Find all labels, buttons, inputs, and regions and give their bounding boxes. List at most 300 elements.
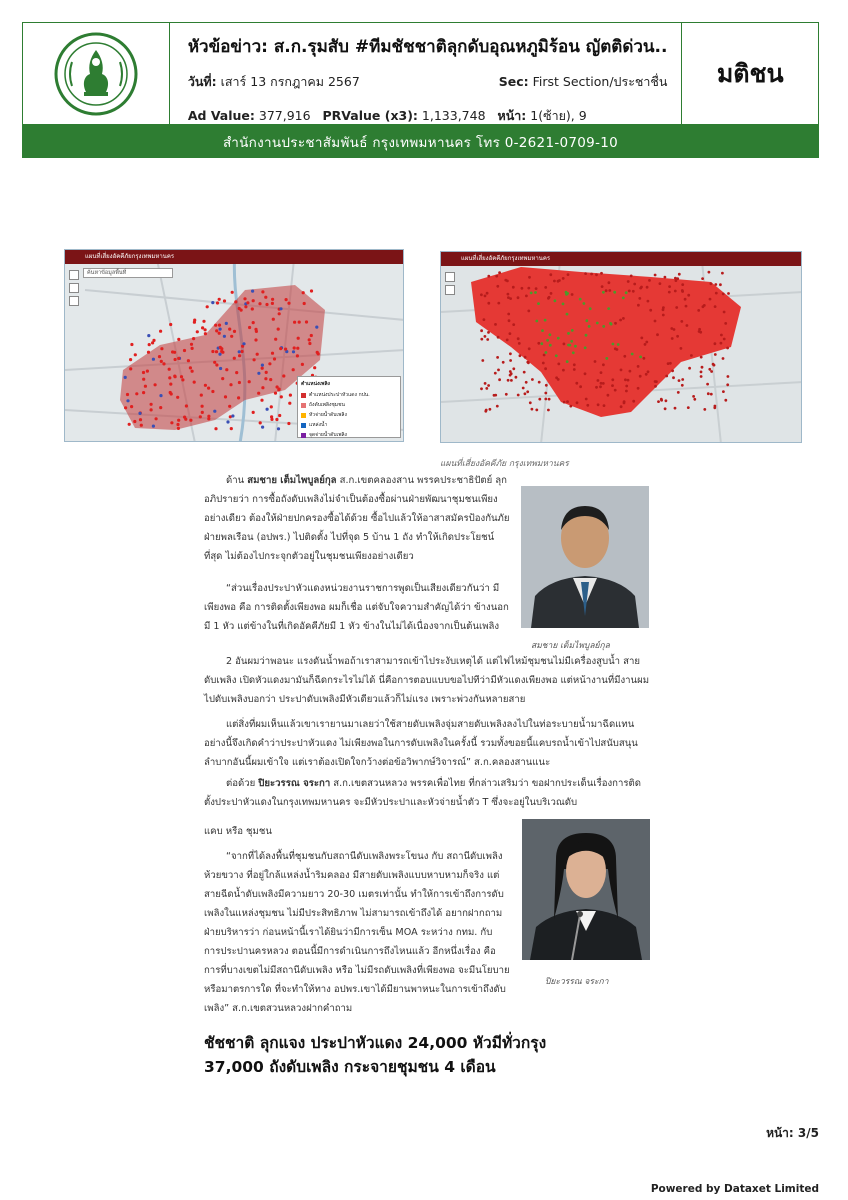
fire-point — [680, 347, 683, 350]
map-right-title: แผนที่เสี่ยงอัคคีภัยกรุงเทพมหานคร — [441, 252, 801, 266]
fire-point — [487, 302, 490, 305]
fire-point — [285, 298, 288, 301]
fire-point — [496, 285, 499, 288]
fire-point — [727, 375, 730, 378]
fire-point — [223, 299, 226, 302]
fire-point — [253, 358, 256, 361]
fire-point — [540, 342, 543, 345]
fire-point — [252, 321, 255, 324]
fire-point — [519, 354, 522, 357]
fire-point — [524, 356, 527, 359]
fire-point — [180, 375, 183, 378]
risk-map-left — [64, 249, 404, 442]
fire-point — [150, 403, 153, 406]
photo1-caption: สมชาย เต็มไพบูลย์กุล — [531, 641, 610, 651]
fire-point — [611, 384, 614, 387]
fire-point — [219, 367, 222, 370]
fire-point — [155, 417, 158, 420]
fire-point — [498, 271, 501, 274]
fire-point — [517, 296, 520, 299]
fire-point — [660, 398, 663, 401]
fire-point — [211, 390, 214, 393]
fire-point — [480, 338, 483, 341]
fire-point — [714, 342, 717, 345]
fire-point — [497, 336, 500, 339]
fire-point — [538, 398, 541, 401]
fire-point — [256, 353, 259, 356]
fire-point — [509, 359, 512, 362]
fire-point — [722, 357, 725, 360]
fire-point — [497, 369, 500, 372]
fire-point — [275, 418, 278, 421]
fire-point — [632, 400, 635, 403]
fire-point — [507, 296, 510, 299]
fire-point — [567, 273, 570, 276]
fire-point — [280, 395, 283, 398]
fire-point — [308, 342, 311, 345]
fire-point — [261, 290, 264, 293]
fire-point — [647, 370, 650, 373]
fire-point — [296, 347, 299, 350]
fire-point — [240, 309, 243, 312]
fire-point — [537, 342, 540, 345]
fire-point — [614, 322, 617, 325]
fire-point — [237, 396, 240, 399]
fire-point — [535, 320, 538, 323]
fire-point — [602, 363, 605, 366]
fire-point — [483, 318, 486, 321]
fire-point — [714, 283, 717, 286]
fire-point — [622, 317, 625, 320]
fire-point — [595, 273, 598, 276]
fire-point — [228, 405, 231, 408]
fire-point — [673, 328, 676, 331]
fire-point — [480, 329, 483, 332]
fire-point — [139, 418, 142, 421]
fire-point — [224, 395, 227, 398]
fire-point — [255, 330, 258, 333]
headline-label: หัวข้อข่าว: — [187, 37, 268, 57]
headline-row — [188, 33, 668, 60]
legend-item — [301, 411, 397, 419]
fire-point — [140, 424, 143, 427]
fire-point — [526, 390, 529, 393]
fire-point — [308, 338, 311, 341]
fire-point — [568, 344, 571, 347]
legend-title: ตำแหน่งเพลิง — [301, 381, 330, 387]
fire-point — [531, 408, 534, 411]
fire-point — [248, 380, 251, 383]
fire-point — [486, 292, 489, 295]
fire-point — [225, 368, 228, 371]
fire-point — [646, 286, 649, 289]
fire-point — [555, 376, 558, 379]
fire-point — [664, 276, 667, 279]
map-left-title: แผนที่เสี่ยงอัคคีภัยกรุงเทพมหานคร — [65, 250, 403, 264]
page-label: หน้า: — [497, 108, 527, 123]
fire-point — [585, 398, 588, 401]
fire-point — [719, 283, 722, 286]
fire-point — [310, 289, 313, 292]
home-icon[interactable] — [69, 270, 79, 280]
value-row — [188, 106, 668, 126]
fire-point — [527, 361, 530, 364]
fire-point — [310, 334, 313, 337]
fire-point — [599, 385, 602, 388]
fire-point — [277, 388, 280, 391]
fire-point — [213, 361, 216, 364]
fire-point — [614, 389, 617, 392]
clipping-info — [170, 23, 683, 124]
fire-point — [723, 338, 726, 341]
contact-bar: สำนักงานประชาสัมพันธ์ กรุงเทพมหานคร โทร 0-2621-0709-10 — [22, 125, 819, 158]
fire-point — [570, 340, 573, 343]
fire-point — [214, 427, 217, 430]
fire-point — [584, 346, 587, 349]
fire-point — [202, 320, 205, 323]
fire-point — [638, 297, 641, 300]
fire-point — [269, 378, 272, 381]
fire-point — [510, 379, 513, 382]
fire-point — [603, 404, 606, 407]
risk-map-right — [440, 251, 802, 443]
fire-point — [252, 299, 255, 302]
fire-point — [610, 323, 613, 326]
fire-point — [701, 366, 704, 369]
zoom-in-icon[interactable] — [445, 285, 455, 295]
fire-point — [549, 273, 552, 276]
fire-point — [535, 409, 538, 412]
fire-point — [264, 296, 267, 299]
fire-point — [639, 375, 642, 378]
fire-point — [201, 405, 204, 408]
fire-point — [576, 401, 579, 404]
map-left-search[interactable]: ค้นหาข้อมูลพื้นที่ — [83, 268, 173, 278]
fire-point — [489, 408, 492, 411]
fire-point — [296, 354, 299, 357]
fire-point — [184, 418, 187, 421]
map-right-canvas — [441, 252, 802, 443]
fire-point — [724, 399, 727, 402]
clipping-header — [22, 22, 819, 125]
fire-point — [674, 277, 677, 280]
fire-point — [485, 387, 488, 390]
fire-point — [259, 421, 262, 424]
fire-point — [525, 295, 528, 298]
fire-point — [270, 415, 273, 418]
fire-point — [620, 405, 623, 408]
fire-point — [605, 289, 608, 292]
fire-point — [700, 375, 703, 378]
fire-point — [715, 292, 718, 295]
fire-point — [700, 356, 703, 359]
fire-point — [274, 338, 277, 341]
fire-point — [710, 393, 713, 396]
fire-point — [640, 286, 643, 289]
fire-point — [173, 351, 176, 354]
fire-point — [722, 293, 725, 296]
fire-point — [571, 329, 574, 332]
fire-point — [565, 293, 568, 296]
fire-point — [527, 310, 530, 313]
fire-point — [544, 398, 547, 401]
fire-point — [287, 422, 290, 425]
fire-point — [726, 383, 729, 386]
fire-point — [487, 331, 490, 334]
fire-point — [668, 285, 671, 288]
date-section-row — [188, 72, 668, 92]
fire-point — [554, 299, 557, 302]
fire-point — [571, 293, 574, 296]
fire-point — [243, 297, 246, 300]
fire-point — [547, 409, 550, 412]
fire-point — [177, 357, 180, 360]
fire-point — [189, 419, 192, 422]
fire-point — [494, 394, 497, 397]
fire-point — [507, 293, 510, 296]
fire-point — [159, 406, 162, 409]
fire-point — [191, 347, 194, 350]
fire-point — [502, 361, 505, 364]
page-number — [766, 1124, 819, 1143]
date-value: เสาร์ 13 กรกฎาคม 2567 — [220, 74, 360, 89]
fire-point — [594, 360, 597, 363]
fire-point — [126, 399, 129, 402]
fire-point — [608, 281, 611, 284]
fire-point — [211, 350, 214, 353]
para5-intro: ต่อด้วย — [226, 778, 256, 789]
fire-point — [528, 276, 531, 279]
fire-point — [218, 324, 221, 327]
para1-name: สมชาย เต็มไพบูลย์กุล — [247, 475, 337, 486]
fire-point — [169, 383, 172, 386]
fire-point — [495, 275, 498, 278]
fire-point — [129, 367, 132, 370]
fire-point — [509, 332, 512, 335]
fire-point — [529, 401, 532, 404]
fire-point — [698, 328, 701, 331]
fire-point — [204, 332, 207, 335]
fire-point — [484, 410, 487, 413]
fire-point — [628, 290, 631, 293]
fire-point — [645, 373, 648, 376]
fire-point — [665, 399, 668, 402]
fire-point — [510, 372, 513, 375]
fire-point — [169, 323, 172, 326]
fire-point — [273, 357, 276, 360]
fire-point — [525, 381, 528, 384]
fire-point — [697, 309, 700, 312]
section-label: Sec: — [498, 74, 529, 89]
fire-point — [566, 360, 569, 363]
fire-point — [142, 391, 145, 394]
date-field — [188, 72, 360, 92]
fire-point — [723, 311, 726, 314]
fire-point — [623, 400, 626, 403]
fire-point — [710, 282, 713, 285]
fire-point — [669, 362, 672, 365]
fire-point — [649, 309, 652, 312]
fire-point — [484, 335, 487, 338]
fire-point — [517, 337, 520, 340]
fire-point — [530, 292, 533, 295]
fire-point — [573, 368, 576, 371]
article-paragraph-2: “ส่วนเรื่องประปาหัวแดงหน่วยงานราชการพูดเป็นเสียงเดียวกันว่า มีเพียงพอ คือ การติดตั้งเพียงพอ ผมก็เชื่อ แต่จับใจความสำคัญได้ว่า ข้างนอกมี 1 หัว แต่ข้างในที่เกิดอัคคีภัยมี 1 หัว ข้างในไม่ได้เนื่องจากเป็นต้นเพลิง — [204, 583, 509, 632]
fire-point — [518, 342, 521, 345]
fire-point — [235, 371, 238, 374]
fire-point — [293, 346, 296, 349]
fire-point — [187, 359, 190, 362]
fire-point — [190, 343, 193, 346]
article-headline — [204, 1031, 624, 1079]
fire-point — [252, 411, 255, 414]
fire-point — [484, 295, 487, 298]
fire-point — [637, 365, 640, 368]
fire-point — [522, 387, 525, 390]
fire-point — [228, 328, 231, 331]
fire-point — [158, 355, 161, 358]
fire-point — [230, 335, 233, 338]
fire-point — [206, 305, 209, 308]
fire-point — [257, 372, 260, 375]
article-paragraph-7: “จากที่ได้ลงพื้นที่ชุมชนกับสถานีดับเพลิงพระโขนง กับ สถานีดับเพลิงห้วยขวาง ที่อยู่ใกล้แหล่งน้ำริมคลอง มีสายดับเพลิงแบบหาบหามก็จริง แต่สายฉีดน้ำดับเพลิงมีความยาว 20-30 เมตรเท่านั้น ทำให้การเข้าถึงการดับเพลิงในแหล่งชุมชน ไม่มีประสิทธิภาพ ไม่สามารถเข้าถึงได้ อยากฝากถามฝ่ายบริหารว่า ก่อนหน้านี้เราได้ยินว่ามีการเซ็น MOA ระหว่าง กทม. กับ การประปานครหลวง ตอนนี้มีการดำเนินการถึงไหนแล้ว อีกหนึ่งเรื่อง คือ การที่บางเขตไม่มีสถานีดับเพลิง หรือ ไม่มีรถดับเพลิงที่เพียงพอ จะมีนโยบายหรือมาตรการใด ที่จะทำให้ทาง อปพร.เขาได้มียานพาหนะในการเข้าถึงดับเพลิง” ส.ก.เขตสวนหลวงฝากคำถาม — [204, 851, 510, 1014]
fire-point — [229, 383, 232, 386]
fire-point — [662, 308, 665, 311]
fire-point — [287, 302, 290, 305]
fire-point — [584, 272, 587, 275]
fire-point — [293, 321, 296, 324]
fire-point — [487, 275, 490, 278]
fire-point — [219, 346, 222, 349]
fire-point — [574, 345, 577, 348]
fire-point — [607, 307, 610, 310]
fire-point — [481, 359, 484, 362]
fire-point — [714, 353, 717, 356]
fire-point — [701, 277, 704, 280]
ad-value-label: Ad Value: — [187, 108, 255, 123]
fire-point — [278, 312, 281, 315]
fire-point — [584, 372, 587, 375]
fire-point — [668, 291, 671, 294]
article-paragraph-3: 2 อันผมว่าพอนะ แรงดันน้ำพอถ้าเราสามารถเข้าไประงับเหตุได้ แต่ไฟไหม้ชุมชนไม่มีเครื่องสูบน้ำ สายดับเพลิง เปิดหัวแดงมามันก็ฉีดกระไรไม่ได้ นี่คือการตอบแบบขอไปทีว่ามีหัวแดงเพียงพอ แต่หน้างานที่มีงานผมไปดับเพลิงบอกว่า ประปาดับเพลิงมีหัวเดียวแล้วก็ไม่แรง เพราะพ่วงกันหลายสาย — [204, 656, 650, 705]
prvalue-label: PRValue (x3): — [322, 108, 418, 123]
fire-point — [261, 426, 264, 429]
fire-point — [261, 364, 264, 367]
fire-point — [152, 339, 155, 342]
fire-point — [585, 319, 588, 322]
fire-point — [162, 362, 165, 365]
fire-point — [279, 307, 282, 310]
fire-point — [657, 400, 660, 403]
fire-point — [504, 279, 507, 282]
fire-point — [562, 369, 565, 372]
bma-seal-logo — [54, 32, 138, 116]
fire-point — [147, 334, 150, 337]
fire-point — [480, 293, 483, 296]
home-icon[interactable] — [445, 272, 455, 282]
fire-point — [549, 333, 552, 336]
fire-point — [639, 356, 642, 359]
fire-point — [181, 378, 184, 381]
para5-name: ปิยะวรรณ จระกา — [258, 778, 331, 789]
legend-item — [301, 421, 397, 429]
fire-point — [617, 343, 620, 346]
fire-point — [494, 372, 497, 375]
fire-point — [555, 354, 558, 357]
page-number-value: 3/5 — [797, 1126, 819, 1140]
fire-point — [557, 337, 560, 340]
fire-point — [624, 378, 627, 381]
fire-point — [537, 302, 540, 305]
fire-point — [154, 383, 157, 386]
fire-point — [569, 405, 572, 408]
fire-point — [199, 415, 202, 418]
fire-point — [231, 291, 234, 294]
fire-point — [563, 401, 566, 404]
fire-point — [144, 385, 147, 388]
fire-point — [678, 379, 681, 382]
fire-point — [632, 290, 635, 293]
fire-point — [550, 292, 553, 295]
fire-point — [219, 328, 222, 331]
fire-point — [630, 275, 633, 278]
portrait-man — [521, 486, 649, 628]
fire-point — [602, 291, 605, 294]
fire-point — [270, 405, 273, 408]
fire-point — [544, 286, 547, 289]
fire-point — [722, 390, 725, 393]
fire-point — [589, 307, 592, 310]
fire-point — [706, 383, 709, 386]
fire-point — [654, 274, 657, 277]
fire-point — [619, 319, 622, 322]
section-field — [499, 72, 668, 92]
fire-point — [721, 272, 724, 275]
fire-point — [126, 393, 129, 396]
fire-point — [159, 330, 162, 333]
legend-item-label: หัวจ่ายน้ำดับเพลิง — [309, 412, 347, 418]
fire-point — [174, 375, 177, 378]
zoom-out-icon[interactable] — [69, 296, 79, 306]
fire-point — [238, 350, 241, 353]
fire-point — [659, 282, 662, 285]
fire-point — [264, 377, 267, 380]
fire-point — [686, 324, 689, 327]
fire-point — [497, 302, 500, 305]
fire-point — [484, 382, 487, 385]
fire-point — [251, 290, 254, 293]
fire-point — [244, 305, 247, 308]
zoom-in-icon[interactable] — [69, 283, 79, 293]
article-paragraph-4: แต่สิ่งที่ผมเห็นแล้วเขาเรายานมาเลยว่าใช้สายดับเพลิงจุ่มสายดับเพลิงลงไปในท่อระบายน้ำมาฉีดแทน อย่างนี้จึงเกิดคำว่าประปาหัวแดง ไม่เพียงพอในการดับเพลิงในครั้งนี้ รวมทั้งขอยนี้แคบรถน้ำเข้าไปสนับสนุนลำบากอันนี้ผมเข้าใจ แต่เราต้องเปิดใจกว้างต่อข้อวิพากษ์วิจารณ์” ส.ก.คลองสานแนะ — [204, 719, 638, 768]
legend-item-label: ถังดับเพลิงชุมชน — [309, 402, 345, 408]
fire-point — [549, 344, 552, 347]
fire-point — [258, 302, 261, 305]
fire-point — [538, 381, 541, 384]
fire-point — [279, 347, 282, 350]
fire-point — [613, 291, 616, 294]
fire-point — [557, 363, 560, 366]
fire-point — [506, 339, 509, 342]
fire-point — [159, 394, 162, 397]
fire-point — [274, 392, 277, 395]
fire-point — [218, 332, 221, 335]
legend-item — [301, 431, 397, 439]
fire-point — [714, 305, 717, 308]
section-value: First Section/ประชาชื่น — [532, 74, 668, 89]
fire-point — [553, 280, 556, 283]
fire-point — [625, 390, 628, 393]
